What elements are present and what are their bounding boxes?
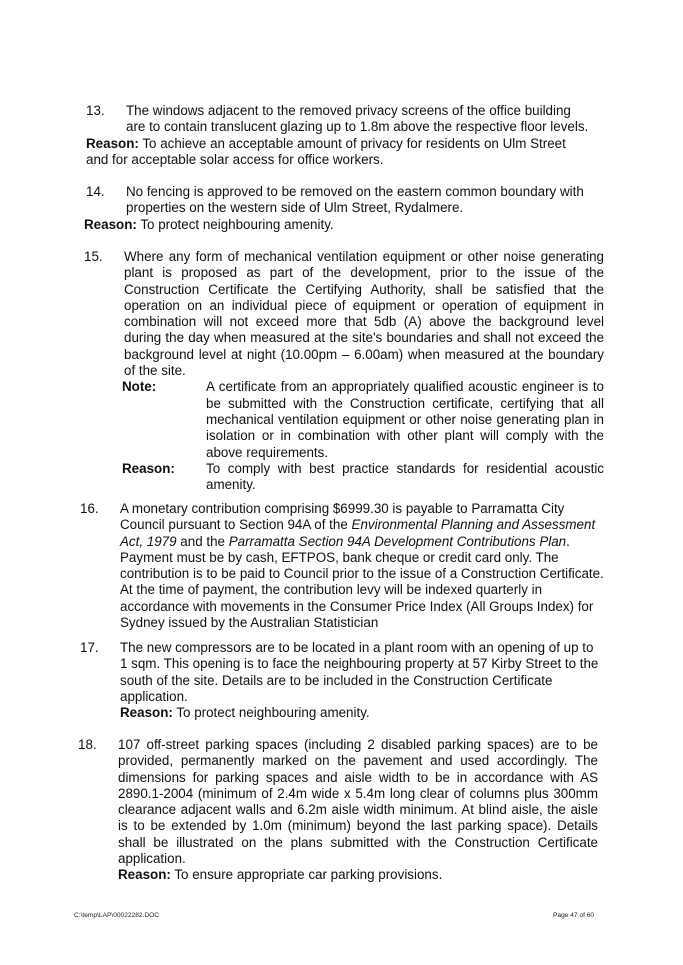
- condition-17: [80, 640, 602, 721]
- condition-18: [78, 737, 598, 884]
- act-title: Environmental Planning and Assessment Act, 1979: [120, 517, 596, 549]
- reason-label: Reason:: [84, 216, 137, 232]
- note-text: A certificate from an appropriately qualified acoustic engineer is to be submitted with the Construction certificate, certifying that all mechanical ventilation equipment or other noise generating plan in isolation or in combination with other plant will comply with the above requirements.: [206, 379, 604, 460]
- condition-number: 13.: [86, 103, 105, 118]
- condition-number: 18.: [78, 737, 97, 752]
- text-run: A monetary contribution comprising $6999.30 is payable to Parramatta City Council pursuant to Section 94A of the: [120, 501, 565, 533]
- condition-reason: [120, 705, 602, 721]
- reason-text: To achieve an acceptable amount of privacy for residents on Ulm Street and for acceptable solar access for office workers.: [86, 135, 566, 167]
- condition-text: The new compressors are to be located in a plant room with an opening of up to 1 sqm. This opening is to face the neighbouring property at 57 Kirby Street to the south of the site. Details are to be included in the Construction Certificate application.: [120, 640, 599, 704]
- reason-text: To protect neighbouring amenity.: [140, 216, 334, 232]
- plan-title: Parramatta Section 94A Development Contributions Plan: [228, 533, 567, 549]
- note-label: Note:: [122, 379, 157, 395]
- condition-number: 14.: [86, 184, 105, 199]
- condition-text: The windows adjacent to the removed privacy screens of the office building are to contain translucent glazing up to 1.8m above the respective floor levels.: [126, 103, 589, 135]
- condition-reason: [84, 217, 601, 233]
- condition-text: [120, 501, 605, 631]
- condition-number: 16.: [80, 501, 99, 516]
- condition-reason: [122, 461, 604, 494]
- reason-label: Reason:: [120, 705, 173, 721]
- reason-text: To ensure appropriate car parking provisions.: [174, 867, 443, 883]
- reason-label: Reason:: [122, 460, 175, 476]
- condition-note: [122, 379, 604, 460]
- condition-number: 17.: [80, 640, 99, 655]
- condition-14: [86, 184, 601, 233]
- condition-13: [86, 103, 591, 168]
- text-run: . Payment must be by cash, EFTPOS, bank cheque or credit card only. The contribution is to be paid to Council prior to the issue of a Construction Certificate. At the time of payment, the contribution levy will be indexed quarterly in accordance with movements in the Consumer Price Index (All Groups Index) for Sydney issued by the Australian Statistician: [120, 533, 604, 631]
- condition-reason: [118, 867, 598, 883]
- footer-page-number: Page 47 of 60: [553, 912, 595, 919]
- footer-file-path: C:\temp\LAP\00022282.DOC: [74, 912, 160, 919]
- reason-text: To protect neighbouring amenity.: [176, 705, 370, 721]
- condition-text: No fencing is approved to be removed on the eastern common boundary with properties on the western side of Ulm Street, Rydalmere.: [126, 184, 584, 216]
- reason-text: To comply with best practice standards for residential acoustic amenity.: [206, 460, 604, 493]
- condition-15: [84, 249, 604, 493]
- condition-16: [80, 501, 605, 631]
- reason-label: Reason:: [118, 867, 171, 883]
- condition-reason: [86, 136, 591, 169]
- condition-text: 107 off-street parking spaces (including 2 disabled parking spaces) are to be provided, permanently marked on the pavement and used accordingly. The dimensions for parking spaces and aisle width to be in accordance with AS 2890.1-2004 (minimum of 2.4m wide x 5.4m long clear of columns plus 300mm clearance adjacent walls and 6.2m aisle width minimum. At blind aisle, the aisle is to be extended by 1.0m (minimum) beyond the last parking space). Details shall be illustrated on the plans submitted with the Construction Certificate application.: [118, 737, 598, 867]
- text-run: and the: [176, 533, 229, 549]
- condition-text: Where any form of mechanical ventilation equipment or other noise generating plant is proposed as part of the development, prior to the issue of the Construction Certificate the Certifying Authority, shall be satisfied that the operation on an individual piece of equipment or operation of equipment in combination will not exceed more that 5db (A) above the background level during the day when measured at the site's boundaries and shall not exceed the background level at night (10.00pm – 6.00am) when measured at the boundary of the site.: [124, 249, 604, 379]
- reason-label: Reason:: [86, 135, 139, 151]
- condition-number: 15.: [84, 249, 103, 264]
